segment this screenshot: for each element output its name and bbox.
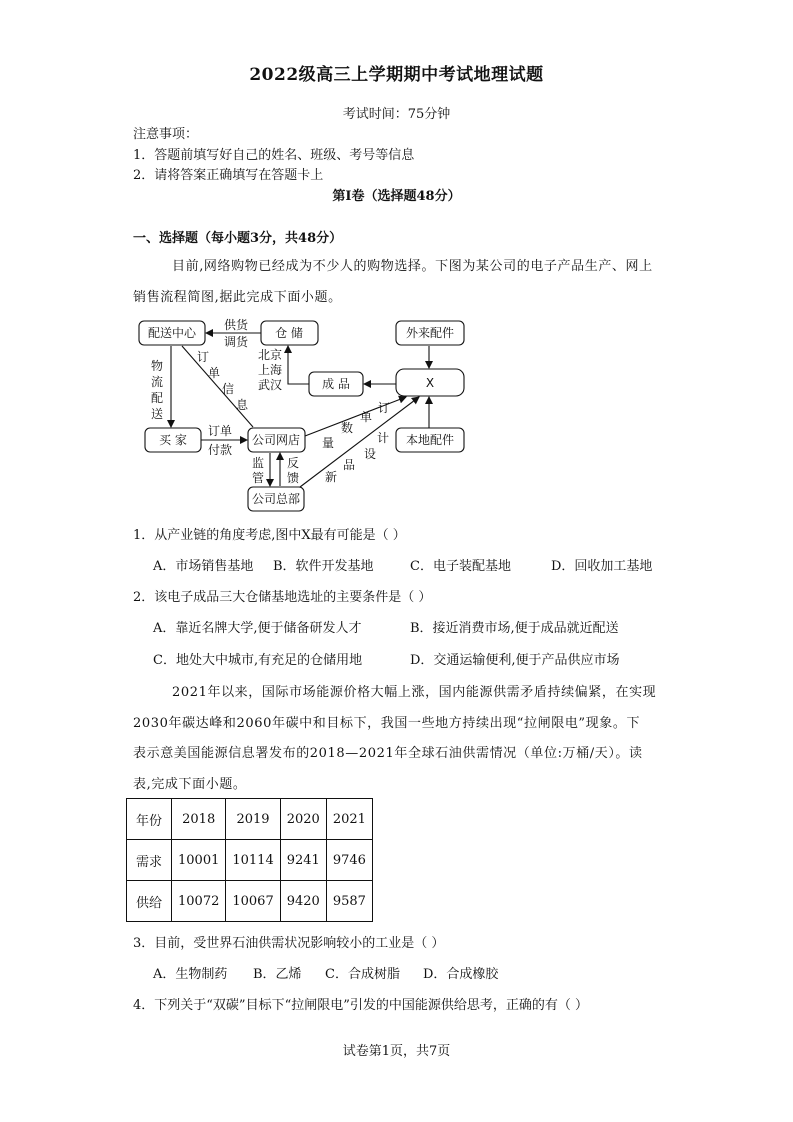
label-logistics: 流 (150, 375, 164, 389)
line-order-info (182, 346, 253, 427)
table-cell: 10114 (226, 840, 280, 881)
table-row (127, 881, 373, 922)
table-cell: 9241 (280, 840, 326, 881)
section-title: 一、选择题（每小题3分，共48分） (133, 231, 343, 246)
label-local-parts: 本地配件 (405, 433, 455, 447)
table-cell: 供给 (127, 881, 172, 922)
option-a[interactable]: A．靠近名牌大学,便于储备研发人才 (153, 621, 362, 636)
label-city: 武汉 (257, 378, 283, 392)
label-buyer: 买 家 (159, 433, 187, 447)
label-store: 公司网店 (251, 433, 301, 447)
label-allocate: 调货 (223, 335, 249, 349)
label-order-qty: 单 (359, 410, 373, 424)
label-logistics: 配 (150, 391, 164, 405)
passage-line: 表,完成下面小题。 (133, 777, 247, 792)
label-new-design: 品 (342, 458, 356, 472)
table-cell: 10001 (172, 840, 226, 881)
table-cell: 10067 (226, 881, 280, 922)
table-cell: 年份 (127, 799, 172, 840)
label-warehouse: 仓 储 (275, 326, 303, 340)
label-supply: 供货 (223, 318, 249, 332)
label-order-qty: 数 (340, 421, 354, 435)
option-d[interactable]: D．回收加工基地 (551, 559, 653, 574)
option-b[interactable]: B．软件开发基地 (273, 559, 374, 574)
notice-heading: 注意事项： (133, 127, 199, 142)
page-footer: 试卷第1页，共7页 (342, 1044, 451, 1059)
label-feedback: 馈 (286, 471, 300, 485)
table-cell: 2018 (172, 799, 226, 840)
notice-item: 2．请将答案正确填写在答题卡上 (133, 168, 324, 183)
option-b[interactable]: B．乙烯 (253, 967, 302, 982)
option-d[interactable]: D．合成橡胶 (423, 967, 499, 982)
label-order-info: 信 (221, 382, 235, 396)
question-stem: 1．从产业链的角度考虑,图中X最有可能是（ ） (133, 528, 406, 543)
arrow-order-qty (305, 397, 406, 436)
label-order-pay: 订单 (207, 424, 233, 438)
passage-line: 目前,网络购物已经成为不少人的购物选择。下图为某公司的电子产品生产、网上 (172, 259, 653, 274)
oil-supply-demand-table (126, 798, 373, 922)
label-logistics: 物 (150, 359, 164, 373)
passage-line: 表示意美国能源信息署发布的2018—2021年全球石油供需情况（单位:万桶/天）。读 (133, 746, 643, 761)
passage-line: 2030年碳达峰和2060年碳中和目标下，我国一些地方持续出现“拉闸限电”现象。下 (133, 716, 641, 731)
question-stem: 3．目前，受世界石油供需状况影响较小的工业是（ ） (133, 936, 445, 951)
exam-time: 考试时间：75分钟 (342, 107, 451, 122)
table-cell: 2019 (226, 799, 280, 840)
label-order-info: 订 (196, 350, 210, 364)
option-c[interactable]: C．合成树脂 (325, 967, 400, 982)
label-order-info: 单 (207, 366, 221, 380)
table-cell: 需求 (127, 840, 172, 881)
passage-line: 2021年以来，国际市场能源价格大幅上涨，国内能源供需矛盾持续偏紧，在实现 (172, 685, 657, 700)
table-cell: 2021 (326, 799, 372, 840)
flow-diagram (130, 312, 475, 517)
label-x: X (425, 376, 435, 390)
label-order-qty: 量 (321, 436, 335, 450)
question-stem: 4．下列关于“双碳”目标下“拉闸限电”引发的中国能源供给思考，正确的有（ ） (133, 998, 588, 1013)
notice-item: 1．答题前填写好自己的姓名、班级、考号等信息 (133, 148, 415, 163)
option-d[interactable]: D．交通运输便利,便于产品供应市场 (410, 653, 620, 668)
label-order-qty: 订 (377, 401, 391, 415)
option-b[interactable]: B．接近消费市场,便于成品就近配送 (410, 621, 619, 636)
table-cell: 9746 (326, 840, 372, 881)
label-feedback: 反 (286, 456, 300, 470)
label-order-pay: 付款 (207, 443, 233, 457)
question-stem: 2．该电子成品三大仓储基地选址的主要条件是（ ） (133, 590, 432, 605)
part-title: 第I卷（选择题48分） (332, 189, 461, 204)
label-supervise: 监 (251, 456, 265, 470)
label-logistics: 送 (150, 407, 164, 421)
table-row (127, 799, 373, 840)
option-c[interactable]: C．地处大中城市,有充足的仓储用地 (153, 653, 363, 668)
label-city: 上海 (257, 363, 283, 377)
label-supervise: 管 (251, 471, 265, 485)
option-c[interactable]: C．电子装配基地 (410, 559, 511, 574)
passage-line: 销售流程简图,据此完成下面小题。 (133, 290, 342, 305)
label-distribution: 配送中心 (147, 326, 197, 340)
table-row (127, 840, 373, 881)
table-cell: 2020 (280, 799, 326, 840)
option-a[interactable]: A．生物制药 (153, 967, 228, 982)
option-a[interactable]: A．市场销售基地 (153, 559, 254, 574)
label-city: 北京 (257, 348, 283, 362)
label-finished: 成 品 (322, 377, 350, 391)
arrow-finished-warehouse (288, 346, 309, 384)
table-cell: 9420 (280, 881, 326, 922)
label-order-info: 息 (235, 398, 249, 412)
label-new-design: 新 (324, 470, 338, 484)
page-title: 2022级高三上学期期中考试地理试题 (249, 65, 544, 85)
table-cell: 10072 (172, 881, 226, 922)
label-external-parts: 外来配件 (405, 326, 455, 340)
label-new-design: 设 (363, 447, 377, 461)
label-new-design: 计 (376, 431, 390, 445)
table-cell: 9587 (326, 881, 372, 922)
label-hq: 公司总部 (251, 492, 301, 506)
